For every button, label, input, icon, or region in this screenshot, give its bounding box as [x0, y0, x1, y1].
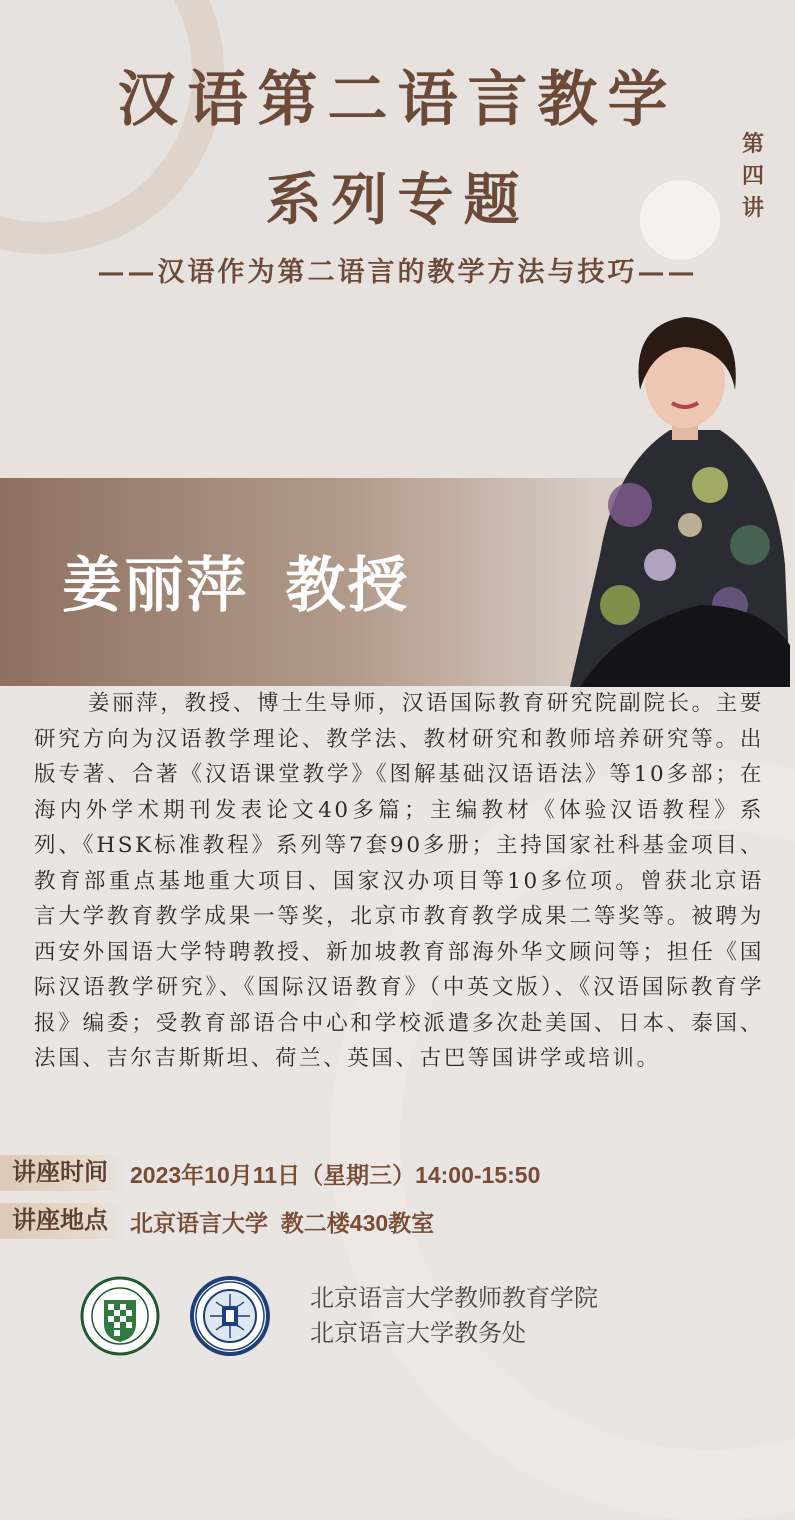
teacher-education-college-emblem-icon: [188, 1274, 272, 1358]
lecture-number-char: 第: [741, 131, 764, 157]
lecture-number-char: 讲: [741, 195, 764, 221]
speaker-photo: [560, 305, 795, 687]
lecture-place-label: 讲座地点: [0, 1203, 126, 1239]
organizer-name: 北京语言大学教务处: [310, 1320, 526, 1347]
poster-title-line2: 系列专题: [265, 167, 530, 233]
poster-title-line1: 汉语第二语言教学: [117, 65, 678, 135]
speaker-name: 姜丽萍 教授: [62, 552, 410, 619]
lecture-time-row: [0, 1155, 540, 1191]
lecture-place-row: [0, 1203, 434, 1239]
lecture-number: [738, 128, 768, 224]
lecture-time-label: 讲座时间: [0, 1155, 126, 1191]
organizer-name: 北京语言大学教师教育学院: [310, 1285, 598, 1312]
speaker-bio: 姜丽萍，教授、博士生导师，汉语国际教育研究院副院长。主要研究方向为汉语教学理论、教学法、教材研究和教师培养研究等。出版专著、合著《汉语课堂教学》《图解基础汉语语法》等10多部；在海内外学术期刊发表论文40多篇；主编教材《体验汉语教程》系列、《HSK标准教程》系列等7套90多册；主持国家社科基金项目、教育部重点基地重大项目、国家汉办项目等10多位项。曾获北京语言大学教育教学成果一等奖，北京市教育教学成果二等奖等。被聘为西安外国语大学特聘教授、新加坡教育部海外华文顾问等；担任《国际汉语教学研究》、《国际汉语教育》（中英文版）、《汉语国际教育学报》编委；受教育部语合中心和学校派遣多次赴美国、日本、泰国、法国、吉尔吉斯斯坦、荷兰、英国、古巴等国讲学或培训。: [34, 691, 764, 1071]
lecture-place-value: 北京语言大学 教二楼430教室: [130, 1209, 435, 1236]
poster-subtitle: ——汉语作为第二语言的教学方法与技巧——: [97, 257, 698, 288]
lecture-time-value: 2023年10月11日（星期三）14:00-15:50: [130, 1161, 541, 1188]
lecture-number-char: 四: [741, 163, 764, 189]
blcu-emblem-icon: [80, 1276, 160, 1356]
